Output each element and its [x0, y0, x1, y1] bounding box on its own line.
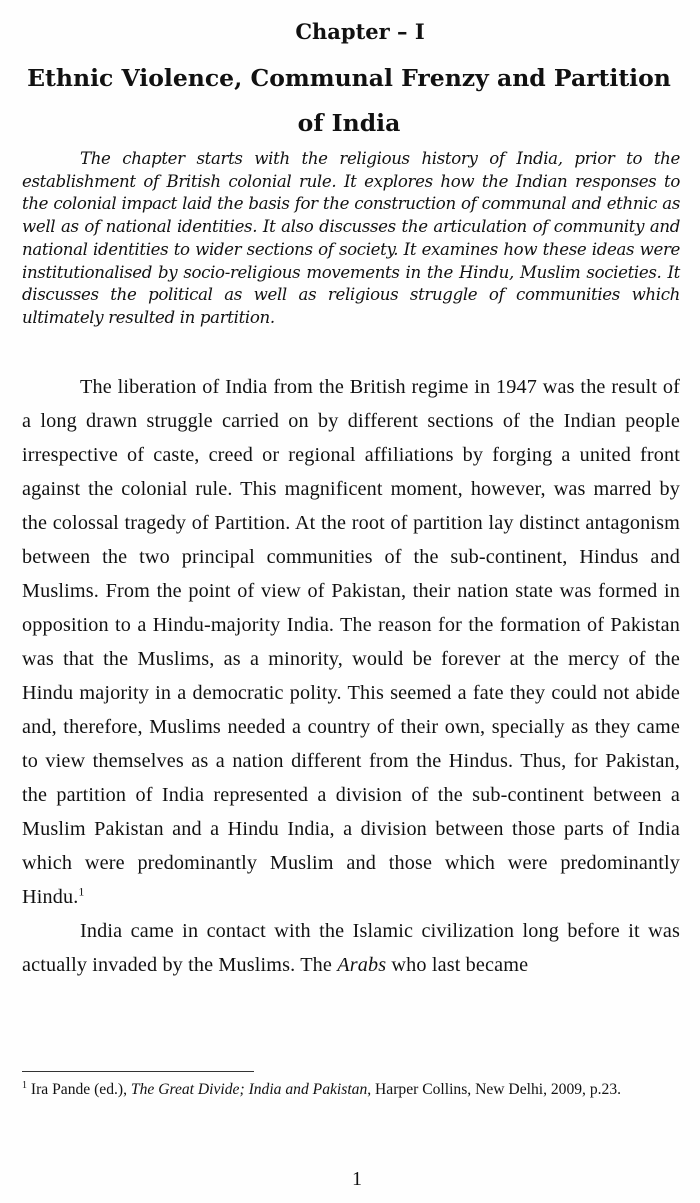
body-text: [22, 370, 680, 982]
footnote-1-text-before: Ira Pande (ed.),: [27, 1081, 131, 1098]
body-paragraph-1: [22, 370, 680, 914]
footnote-1-text-after: , Harper Collins, New Delhi, 2009, p.23.: [367, 1081, 622, 1098]
chapter-abstract: The chapter starts with the religious history of India, prior to the establishment of British colonial rule. It explores how the Indian responses to the colonial impact laid the basis for the construction of communal and ethnic as well as of national identities. It also discusses the articulation of community and national identities to wider sections of society. It examines how these ideas were institutionalised by socio-religious movements in the Hindu, Muslim societies. It discusses the political as well as religious struggle of communities which ultimately resulted in partition.: [22, 149, 680, 327]
footnote-1-number: 1: [22, 1079, 27, 1091]
body-paragraph-2-text-before: India came in contact with the Islamic civilization long before it was actually invaded by the Muslims. The: [22, 920, 680, 976]
footnote-separator: [22, 1071, 254, 1072]
footnote-1-book-title: The Great Divide; India and Pakistan: [130, 1081, 368, 1098]
body-paragraph-1-text: The liberation of India from the British regime in 1947 was the result of a long drawn struggle carried on by different sections of the Indian people irrespective of caste, creed or regional affiliations by forging a united front against the colonial rule. This magnificent moment, however, was marred by the colossal tragedy of Partition. At the root of partition lay distinct antagonism between the two principal communities of the sub-continent, Hindus and Muslims. From the point of view of Pakistan, their nation state was formed in opposition to a Hindu-majority India. The reason for the formation of Pakistan was that the Muslims, as a minority, would be forever at the mercy of the Hindu majority in a democratic polity. This seemed a fate they could not abide and, therefore, Muslims needed a country of their own, specially as they came to view themselves as a nation different from the Hindus. Thus, for Pakistan, the partition of India represented a division of the sub-continent between a Muslim Pakistan and a Hindu India, a division between those parts of India which were predominantly Muslim and those which were predominantly Hindu.: [22, 376, 680, 908]
footnote-1: [22, 1080, 680, 1100]
footnote-reference-1[interactable]: 1: [78, 884, 85, 899]
chapter-label: Chapter – I: [295, 19, 425, 44]
body-paragraph-2-text-after: who last became: [386, 954, 529, 976]
body-paragraph-2-italic-term: Arabs: [337, 954, 387, 976]
chapter-title: Ethnic Violence, Communal Frenzy and Partition of India: [27, 64, 671, 137]
page-number: 1: [352, 1168, 362, 1190]
body-paragraph-2: [22, 914, 680, 982]
